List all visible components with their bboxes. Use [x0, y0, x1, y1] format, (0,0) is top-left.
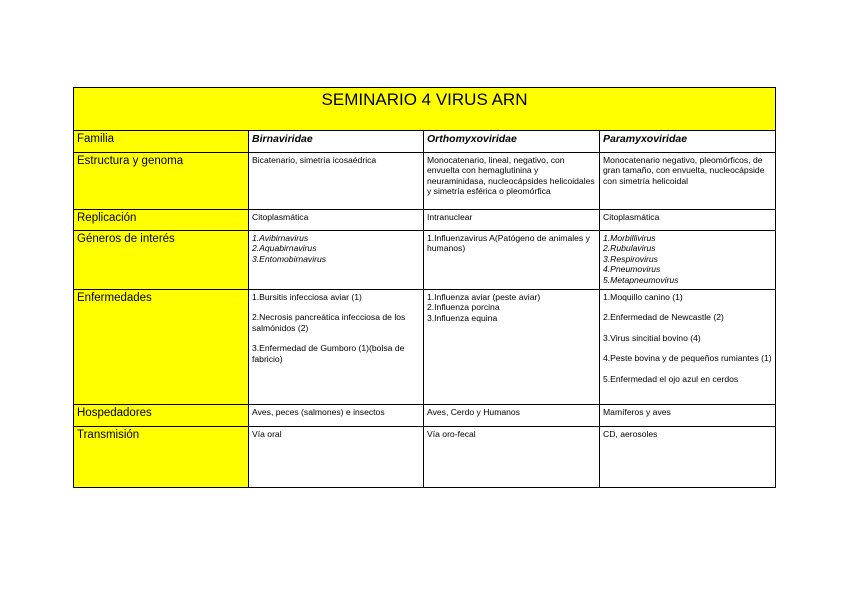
enfermedades-birna	[249, 290, 424, 405]
genus-item: 1.Avibirnavirus	[252, 233, 309, 243]
table-title: SEMINARIO 4 VIRUS ARN	[74, 88, 776, 131]
estructura-birna: Bicatenario, simetría icosaédrica	[249, 153, 424, 210]
enfermedades-paramyxo	[600, 290, 776, 405]
row-label-familia: Familia	[74, 131, 249, 153]
genus-item: 1.Morbillivirus	[603, 233, 656, 243]
generos-birna	[249, 231, 424, 290]
transmision-birna: Vía oral	[249, 427, 424, 488]
genus-item: 2.Rubulavirus	[603, 243, 656, 254]
row-label-generos: Géneros de interés	[74, 231, 249, 290]
row-generos	[74, 231, 776, 290]
row-familia	[74, 131, 776, 153]
row-hospedadores	[74, 405, 776, 427]
disease-item: 3.Influenza equina	[427, 312, 498, 323]
disease-item: 3.Enfermedad de Gumboro (1)(bolsa de fabricio)	[252, 343, 405, 364]
family-birnaviridae: Birnaviridae	[249, 131, 424, 153]
title-row	[74, 88, 776, 131]
replicacion-birna: Citoplasmática	[249, 210, 424, 231]
disease-item: 1.Influenza aviar (peste aviar)	[427, 292, 541, 302]
disease-item: 4.Peste bovina y de pequeños rumiantes (1)	[603, 353, 772, 364]
replicacion-paramyxo: Citoplasmática	[600, 210, 776, 231]
genus-item: 2.Aquabirnavirus	[252, 243, 317, 254]
estructura-orthomyxo: Monocatenario, lineal, negativo, con envuelta con hemaglutinina y neuraminidasa, nucleocápsides helicoidales y simetría esférica o pleomórfica	[424, 153, 600, 210]
genus-item: 5.Metapneumovirus	[603, 274, 679, 285]
enfermedades-orthomyxo	[424, 290, 600, 405]
hospedadores-birna: Aves, peces (salmones) e insectos	[249, 405, 424, 427]
generos-paramyxo	[600, 231, 776, 290]
genus-item: 3.Respirovirus	[603, 253, 658, 264]
row-label-transmision: Transmisión	[74, 427, 249, 488]
hospedadores-orthomyxo: Aves, Cerdo y Humanos	[424, 405, 600, 427]
row-estructura	[74, 153, 776, 210]
genus-item: 3.Entomobirnavirus	[252, 253, 327, 264]
transmision-paramyxo: CD, aerosoles	[600, 427, 776, 488]
row-label-replicacion: Replicación	[74, 210, 249, 231]
disease-item: 2.Enfermedad de Newcastle (2)	[603, 312, 724, 323]
row-label-estructura: Estructura y genoma	[74, 153, 249, 210]
genus-item: 4.Pneumovirus	[603, 264, 661, 275]
row-enfermedades	[74, 290, 776, 405]
disease-item: 2.Necrosis pancreática infecciosa de los salmónidos (2)	[252, 312, 406, 333]
disease-item: 5.Enfermedad el ojo azul en cerdos	[603, 373, 739, 384]
hospedadores-paramyxo: Mamíferos y aves	[600, 405, 776, 427]
disease-item: 2.Influenza porcina	[427, 302, 500, 313]
virus-table	[73, 87, 776, 488]
disease-item: 1.Bursitis infecciosa aviar (1)	[252, 292, 362, 302]
family-orthomyxoviridae: Orthomyxoviridae	[424, 131, 600, 153]
generos-orthomyxo: 1.Influenzavirus A(Patógeno de animales y humanos)	[424, 231, 600, 290]
estructura-paramyxo: Monocatenario negativo, pleomórficos, de gran tamaño, con envuelta, nucleocápside con simetría helicoidal	[600, 153, 776, 210]
row-transmision	[74, 427, 776, 488]
transmision-orthomyxo: Vía oro-fecal	[424, 427, 600, 488]
replicacion-orthomyxo: Intranuclear	[424, 210, 600, 231]
family-paramyxoviridae: Paramyxoviridae	[600, 131, 776, 153]
disease-item: 1.Moquillo canino (1)	[603, 292, 683, 302]
row-replicacion	[74, 210, 776, 231]
disease-item: 3.Virus sincitial bovino (4)	[603, 332, 701, 343]
row-label-hospedadores: Hospedadores	[74, 405, 249, 427]
row-label-enfermedades: Enfermedades	[74, 290, 249, 405]
